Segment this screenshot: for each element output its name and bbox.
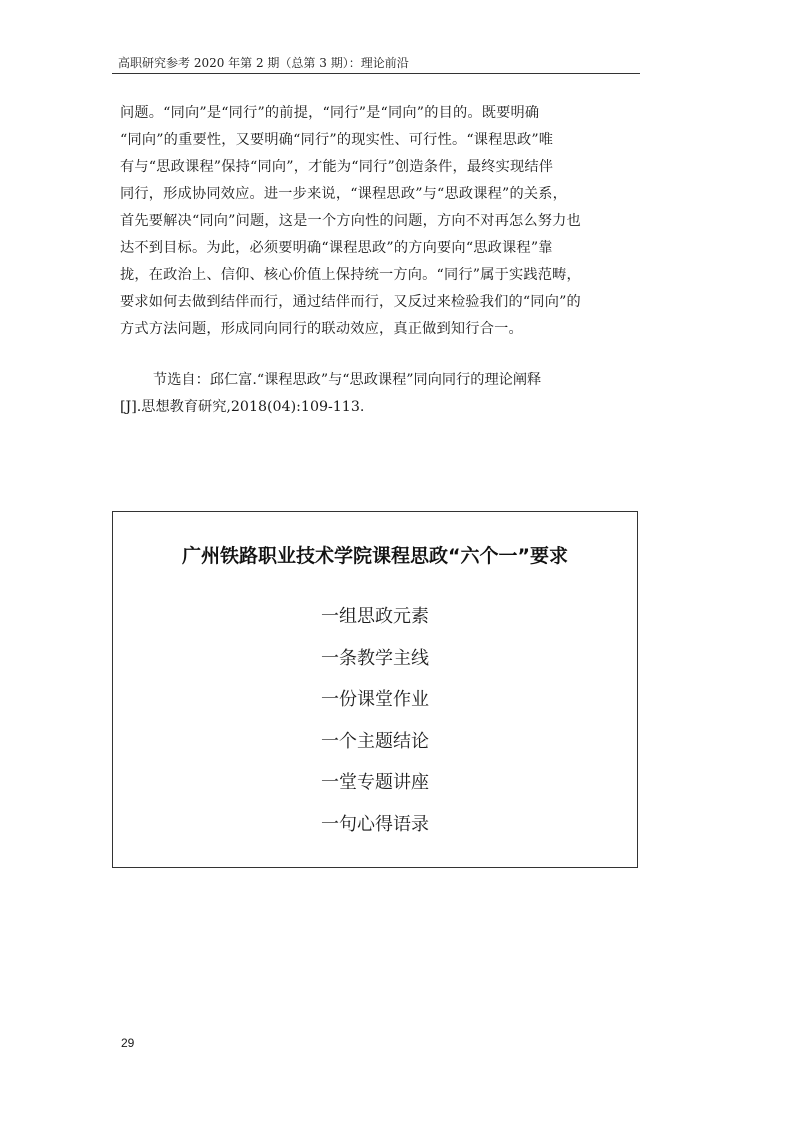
paragraph-line: 达不到目标。为此，必须要明确“课程思政”的方向要向“思政课程”靠	[120, 240, 553, 256]
requirement-item: 一条教学主线	[321, 647, 429, 669]
requirement-item: 一份课堂作业	[321, 689, 429, 711]
requirement-item: 一堂专题讲座	[321, 772, 429, 794]
paragraph-line: 问题。“同向”是“同行”的前提，“同行”是“同向”的目的。既要明确	[120, 105, 540, 121]
requirement-item: 一句心得语录	[321, 813, 429, 835]
requirements-box	[112, 511, 638, 868]
running-header: 高职研究参考 2020 年第 2 期（总第 3 期）：理论前沿	[118, 56, 409, 70]
requirements-list	[113, 602, 637, 852]
header-rule	[112, 73, 640, 74]
requirement-item: 一组思政元素	[321, 606, 429, 627]
source-citation	[120, 367, 640, 421]
paragraph-line: 拢，在政治上、信仰、核心价值上保持统一方向。“同行”属于实践范畴，	[120, 267, 581, 283]
paragraph-line: 首先要解决“同向”问题，这是一个方向性的问题，方向不对再怎么努力也	[120, 213, 581, 229]
box-title: 广州铁路职业技术学院课程思政“六个一”要求	[182, 545, 568, 567]
paragraph-line: “同向”的重要性，又要明确“同行”的现实性、可行性。“课程思政”唯	[120, 132, 554, 148]
page-number: 29	[121, 1036, 135, 1050]
paragraph-line: 方式方法问题，形成同向同行的联动效应，真正做到知行合一。	[120, 321, 523, 337]
citation-line-1: 节选自：邱仁富.“课程思政”与“思政课程”同向同行的理论阐释	[153, 372, 542, 388]
citation-line-2: [J].思想教育研究,2018(04):109-113.	[120, 399, 365, 415]
paragraph-line: 同行，形成协同效应。进一步来说，“课程思政”与“思政课程”的关系，	[120, 186, 568, 202]
body-paragraph	[120, 100, 640, 343]
paragraph-line: 有与“思政课程”保持“同向”，才能为“同行”创造条件，最终实现结伴	[120, 159, 554, 175]
requirement-item: 一个主题结论	[321, 730, 429, 752]
paragraph-line: 要求如何去做到结伴而行，通过结伴而行，又反过来检验我们的“同向”的	[120, 294, 581, 310]
